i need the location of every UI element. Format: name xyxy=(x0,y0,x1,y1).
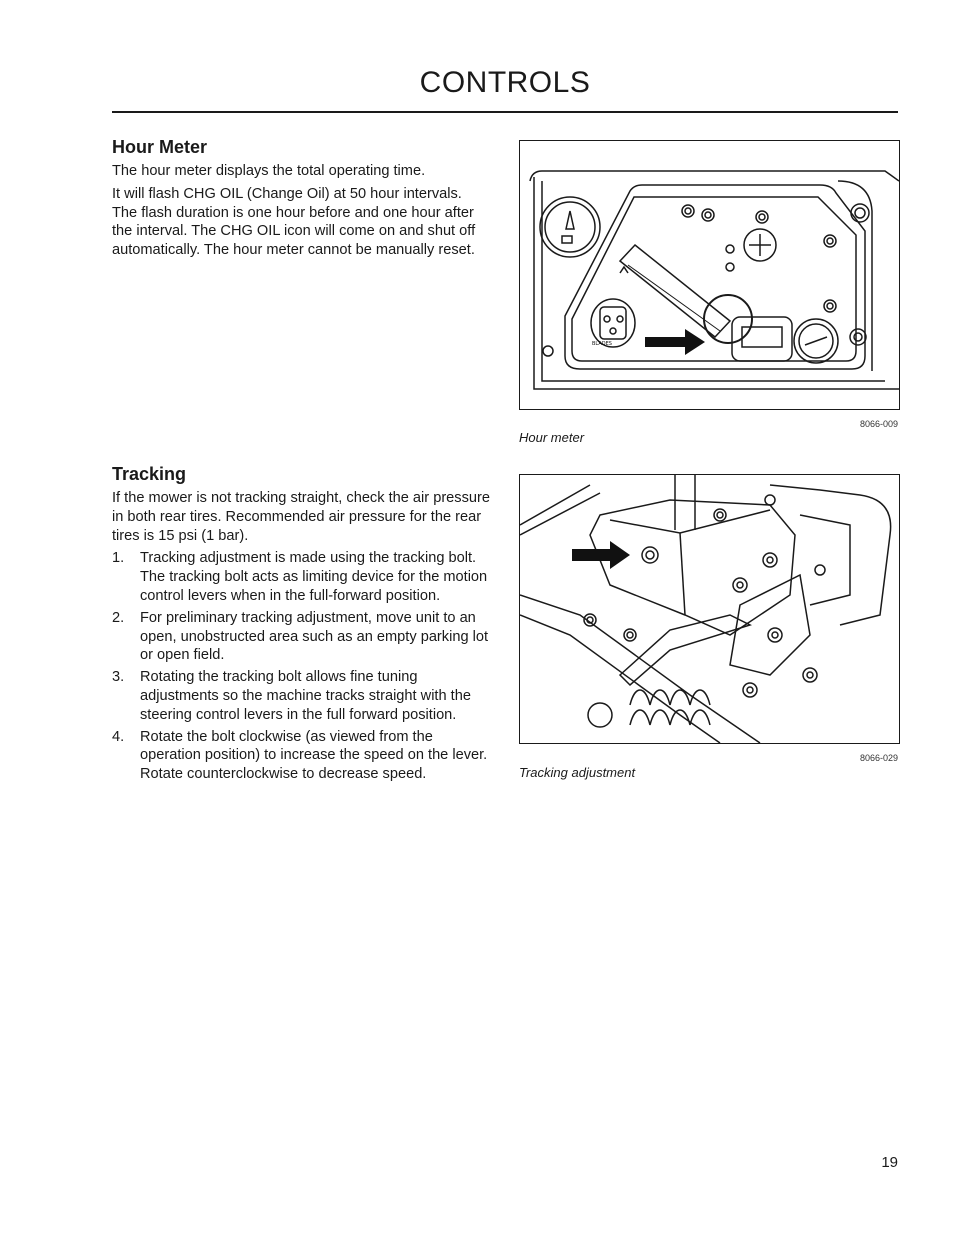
step-number: 4. xyxy=(112,728,125,745)
step-text: Tracking adjustment is made using the tracking bolt. The tracking bolt acts as limiting device for the motion control levers when in the full-forward position. xyxy=(140,550,488,604)
step-text: Rotate the bolt clockwise (as viewed from the operation position) to increase the speed on the lever. Rotate counterclockwise to decrease speed. xyxy=(140,728,488,783)
tracking-illustration xyxy=(520,475,899,743)
step-number: 3. xyxy=(112,669,125,686)
list-item xyxy=(112,668,490,724)
step-number: 1. xyxy=(112,550,125,567)
tracking-steps xyxy=(112,549,490,784)
pointer-arrow-icon xyxy=(645,329,705,355)
list-item xyxy=(112,549,490,605)
hour-meter-illustration xyxy=(520,141,899,409)
list-item xyxy=(112,609,490,665)
pointer-arrow-icon xyxy=(572,541,630,569)
tracking-section xyxy=(112,464,490,787)
tracking-figure xyxy=(519,474,900,744)
figure-code: 8066-029 xyxy=(859,753,898,763)
hour-meter-paragraph: The hour meter displays the total operating time. xyxy=(112,163,426,179)
hour-meter-paragraph: It will flash CHG OIL (Change Oil) at 50 hour intervals. The flash duration is one hour before and one hour after the interval. The CHG OIL icon will come on and shut off automatically. The hour meter cannot be manually reset. xyxy=(112,185,476,259)
page-number: 19 xyxy=(881,1154,898,1171)
hour-meter-section xyxy=(112,137,490,264)
tracking-heading: Tracking xyxy=(112,464,187,484)
title-rule xyxy=(112,111,898,113)
step-number: 2. xyxy=(112,609,125,626)
hour-meter-figure xyxy=(519,140,900,410)
figure-code: 8066-009 xyxy=(859,419,898,429)
step-text: For preliminary tracking adjustment, move unit to an open, unobstructed area such as an empty parking lot or open field. xyxy=(140,609,489,664)
hour-meter-heading: Hour Meter xyxy=(112,137,208,157)
blades-label: BLADES xyxy=(592,341,612,347)
tracking-intro: If the mower is not tracking straight, check the air pressure in both rear tires. Recommended air pressure for the rear tires is 15 psi (1 bar). xyxy=(112,490,490,544)
step-text: Rotating the tracking bolt allows fine tuning adjustments so the machine tracks straight with the steering control levers in the full forward position. xyxy=(140,669,471,723)
page-title: CONTROLS xyxy=(419,66,591,99)
list-item xyxy=(112,728,490,784)
figure-caption: Tracking adjustment xyxy=(519,765,636,780)
figure-caption: Hour meter xyxy=(519,430,585,445)
